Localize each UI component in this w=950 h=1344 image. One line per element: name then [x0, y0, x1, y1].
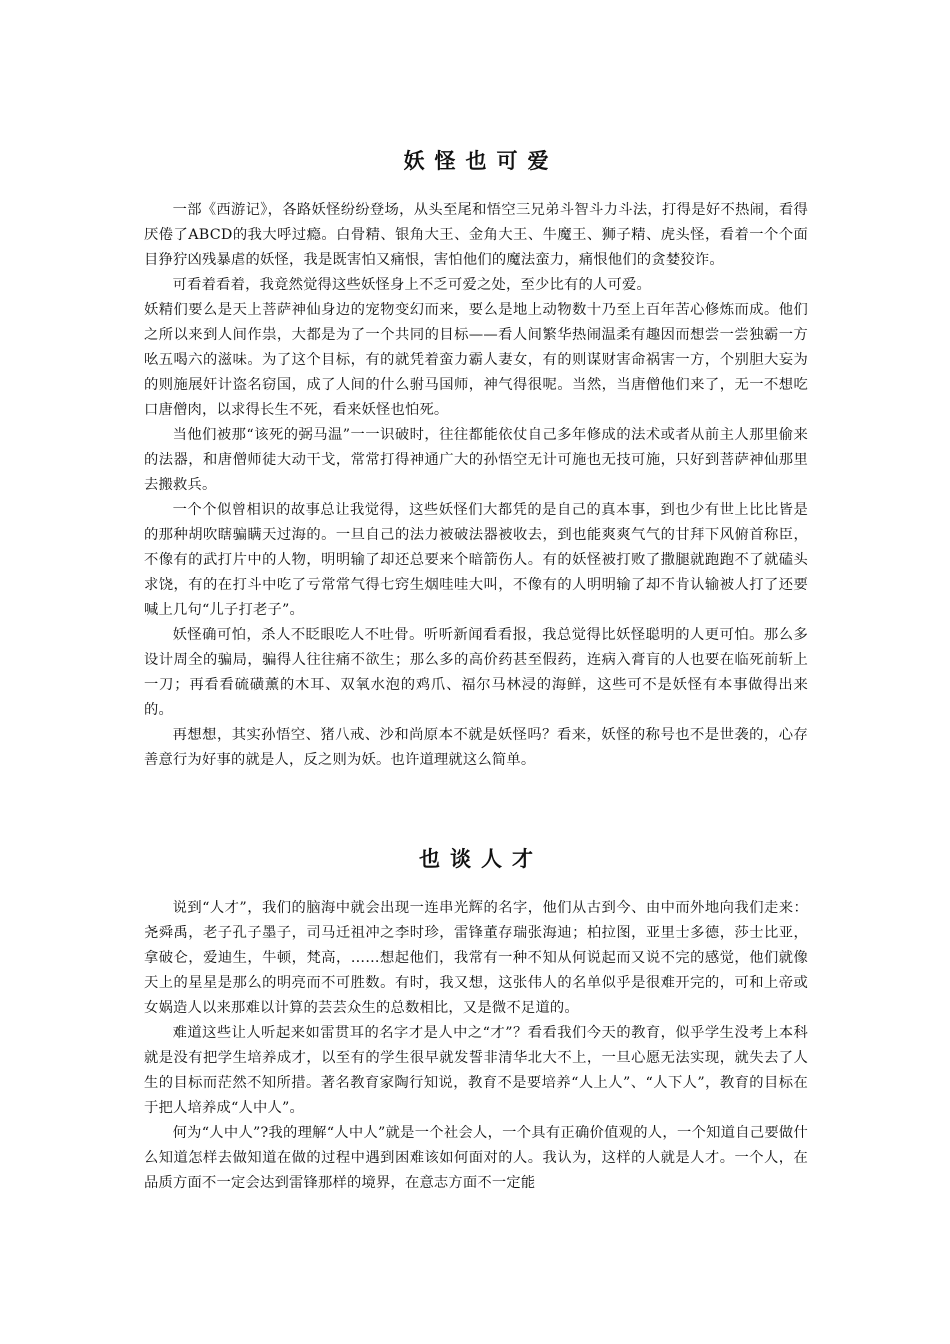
paragraph: 难道这些让人听起来如雷贯耳的名字才是人中之“才”？看看我们今天的教育，似乎学生没考上本科就是没有把学生培养成才，以至有的学生很早就发誓非清华北大不上，一旦心愿无法实现，就失去了人生的目标而茫然不知所措。著名教育家陶行知说，教育不是要培养“人上人”、“人下人”，教育的目标在于把人培养成“人中人”。 [144, 1025, 808, 1116]
article-title: 妖怪也可爱 [403, 148, 559, 173]
paragraph: 一个个似曾相识的故事总让我觉得，这些妖怪们大都凭的是自己的真本事，到也少有世上比比皆是的那种胡吹瞎骗瞒天过海的。一旦自己的法力被破法器被收去，到也能爽爽气气的甘拜下风俯首称臣，不像有的武打片中的人物，明明输了却还总要来个暗箭伤人。有的妖怪被打败了撒腿就跑跑不了就磕头求饶，有的在打斗中吃了亏常常气得七窍生烟哇哇大叫，不像有的人明明输了却不肯认输被人打了还要喊上几句“儿子打老子”。 [144, 502, 808, 618]
article-rencai [144, 844, 808, 1196]
paragraph: 一部《西游记》，各路妖怪纷纷登场，从头至尾和悟空三兄弟斗智斗力斗法，打得是好不热闹，看得厌倦了ABCD的我大呼过瘾。白骨精、银角大王、金角大王、牛魔王、狮子精、虎头怪，看着一个个面目狰狞凶残暴虐的妖怪，我是既害怕又痛恨，害怕他们的魔法蛮力，痛恨他们的贪婪狡诈。 [144, 202, 808, 268]
paragraph: 何为“人中人”?我的理解“人中人”就是一个社会人，一个具有正确价值观的人，一个知道自己要做什么知道怎样去做知道在做的过程中遇到困难该如何面对的人。我认为，这样的人就是人才。一个人，在品质方面不一定会达到雷锋那样的境界，在意志方面不一定能 [144, 1125, 808, 1191]
paragraph: 妖怪确可怕，杀人不眨眼吃人不吐骨。听听新闻看看报，我总觉得比妖怪聪明的人更可怕。那么多设计周全的骗局，骗得人往往痛不欲生；那么多的高价药甚至假药，连病入膏肓的人也要在临死前斩上一刀；再看看硫磺薰的木耳、双氧水泡的鸡爪、福尔马林浸的海鲜，这些可不是妖怪有本事做得出来的。 [144, 627, 808, 718]
paragraph: 妖精们要么是天上菩萨神仙身边的宠物变幻而来，要么是地上动物数十乃至上百年苦心修炼而成。他们之所以来到人间作祟，大都是为了一个共同的目标——看人间繁华热闹温柔有趣因而想尝一尝独霸一方吆五喝六的滋味。为了这个目标，有的就凭着蛮力霸人妻女，有的则谋财害命祸害一方，个别胆大妄为的则施展奸计盗名窃国，成了人间的什么驸马国师，神气得很呢。当然，当唐僧他们来了，无一不想吃口唐僧肉，以求得长生不死，看来妖怪也怕死。 [144, 302, 808, 418]
paragraph: 再想想，其实孙悟空、猪八戒、沙和尚原本不就是妖怪吗？看来，妖怪的称号也不是世袭的，心存善意行为好事的就是人，反之则为妖。也许道理就这么简单。 [144, 727, 808, 768]
article-yaoguai [144, 146, 808, 773]
paragraph: 当他们被那“该死的弼马温”一一识破时，往往都能依仗自己多年修成的法术或者从前主人那里偷来的法器，和唐僧师徒大动干戈，常常打得神通广大的孙悟空无计可施也无技可施，只好到菩萨神仙那里去搬救兵。 [144, 427, 808, 493]
article-title: 也谈人才 [419, 846, 543, 871]
paragraph: 说到“人才”，我们的脑海中就会出现一连串光辉的名字，他们从古到今、由中而外地向我们走来：尧舜禹，老子孔子墨子，司马迁祖冲之李时珍，雷锋董存瑞张海迪；柏拉图，亚里士多德，莎士比亚，拿破仑，爱迪生，牛顿，梵高，……想起他们，我常有一种不知从何说起而又说不完的感觉，他们就像天上的星星是那么的明亮而不可胜数。有时，我又想，这张伟人的名单似乎是很难开完的，可和上帝或女娲造人以来那难以计算的芸芸众生的总数相比，又是微不足道的。 [144, 900, 808, 1016]
paragraph: 可看着看着，我竟然觉得这些妖怪身上不乏可爱之处，至少比有的人可爱。 [172, 277, 651, 293]
